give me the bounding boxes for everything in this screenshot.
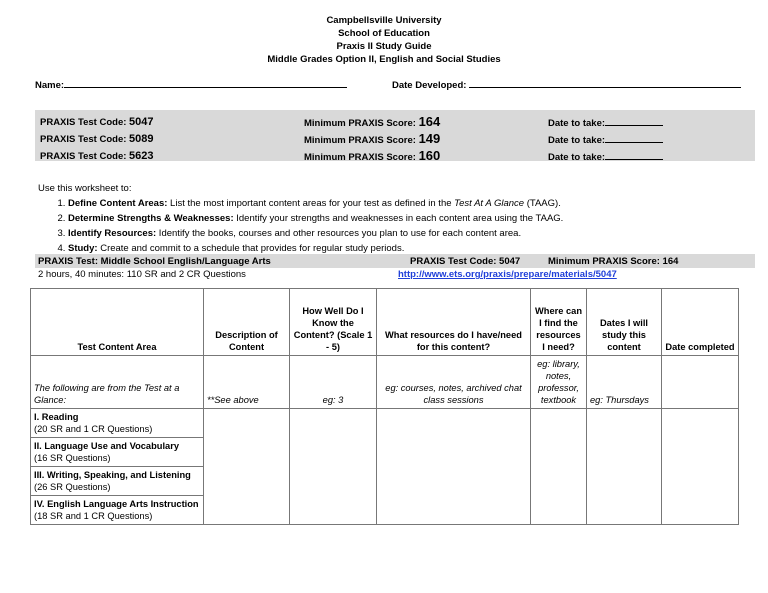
school: School of Education (338, 28, 430, 39)
content-areas-cell: I. Reading (20 SR and 1 CR Questions) II. Language Use and Vocabulary (16 SR Questions) III. Writing, Speaking, and Listening (26 SR Questions) IV. English Language Arts Instruction (18 SR and 1 CR Questions) (31, 409, 204, 525)
section-code: PRAXIS Test Code: 5047 (410, 256, 521, 267)
empty-cell[interactable] (290, 409, 377, 525)
min-score: Minimum PRAXIS Score: 164 (304, 114, 441, 129)
instruction-item: 4. Study: Create and commit to a schedule that provides for regular study periods. (68, 241, 758, 256)
header-cell: Where can I find the resources I need? (531, 289, 587, 356)
example-cell: eg: library, notes, professor, textbook (531, 356, 587, 409)
study-table (30, 288, 739, 525)
instruction-item: 1. Define Content Areas: List the most important content areas for your test as defined in the Test At A Glance (TAAG). (68, 196, 758, 211)
instruction-item: 3. Identify Resources: Identify the books, courses and other resources you plan to use for each content area. (68, 226, 758, 241)
materials-link[interactable]: http://www.ets.org/praxis/prepare/materials/5047 (398, 269, 617, 280)
header-cell: What resources do I have/need for this content? (377, 289, 531, 356)
section-score: Minimum PRAXIS Score: 164 (548, 256, 679, 267)
test-code: PRAXIS Test Code: 5623 (40, 150, 154, 162)
instruction-item: 2. Determine Strengths & Weaknesses: Identify your strengths and weaknesses in each content area using the TAAG. (68, 211, 758, 226)
header-cell: How Well Do I Know the Content? (Scale 1 - 5) (290, 289, 377, 356)
university: Campbellsville University (326, 15, 442, 26)
section-test: PRAXIS Test: Middle School English/Language Arts (38, 256, 271, 267)
header-cell: Date completed (662, 289, 739, 356)
program: Middle Grades Option II, English and Social Studies (267, 54, 501, 65)
test-code: PRAXIS Test Code: 5089 (40, 133, 154, 145)
name-label: Name: (35, 80, 65, 91)
section-time: 2 hours, 40 minutes: 110 SR and 2 CR Questions (38, 269, 246, 280)
empty-cell[interactable] (531, 409, 587, 525)
example-cell: eg: courses, notes, archived chat class sessions (377, 356, 531, 409)
min-score: Minimum PRAXIS Score: 149 (304, 131, 441, 146)
content-row (31, 409, 739, 525)
header-cell: Test Content Area (31, 289, 204, 356)
instructions (38, 181, 758, 256)
test-code: PRAXIS Test Code: 5047 (40, 116, 154, 128)
example-cell: **See above (204, 356, 290, 409)
empty-cell[interactable] (377, 409, 531, 525)
example-cell (662, 356, 739, 409)
header-cell: Dates I will study this content (587, 289, 662, 356)
date-to-take-field[interactable]: Date to take: (548, 133, 663, 146)
name-field[interactable] (35, 78, 347, 91)
example-cell: eg: Thursdays (587, 356, 662, 409)
min-score: Minimum PRAXIS Score: 160 (304, 148, 441, 163)
document-header (0, 14, 768, 66)
date-to-take-field[interactable]: Date to take: (548, 116, 663, 129)
header-cell: Description of Content (204, 289, 290, 356)
guide-title: Praxis II Study Guide (336, 41, 432, 52)
date-developed-field[interactable] (392, 78, 741, 91)
header-row (31, 289, 739, 356)
date-to-take-field[interactable]: Date to take: (548, 150, 663, 163)
date-developed-label: Date Developed: (392, 80, 467, 91)
empty-cell[interactable] (587, 409, 662, 525)
example-row (31, 356, 739, 409)
empty-cell[interactable] (204, 409, 290, 525)
example-cell: eg: 3 (290, 356, 377, 409)
empty-cell[interactable] (662, 409, 739, 525)
example-cell: The following are from the Test at a Glance: (31, 356, 204, 409)
instructions-intro: Use this worksheet to: (38, 183, 132, 194)
